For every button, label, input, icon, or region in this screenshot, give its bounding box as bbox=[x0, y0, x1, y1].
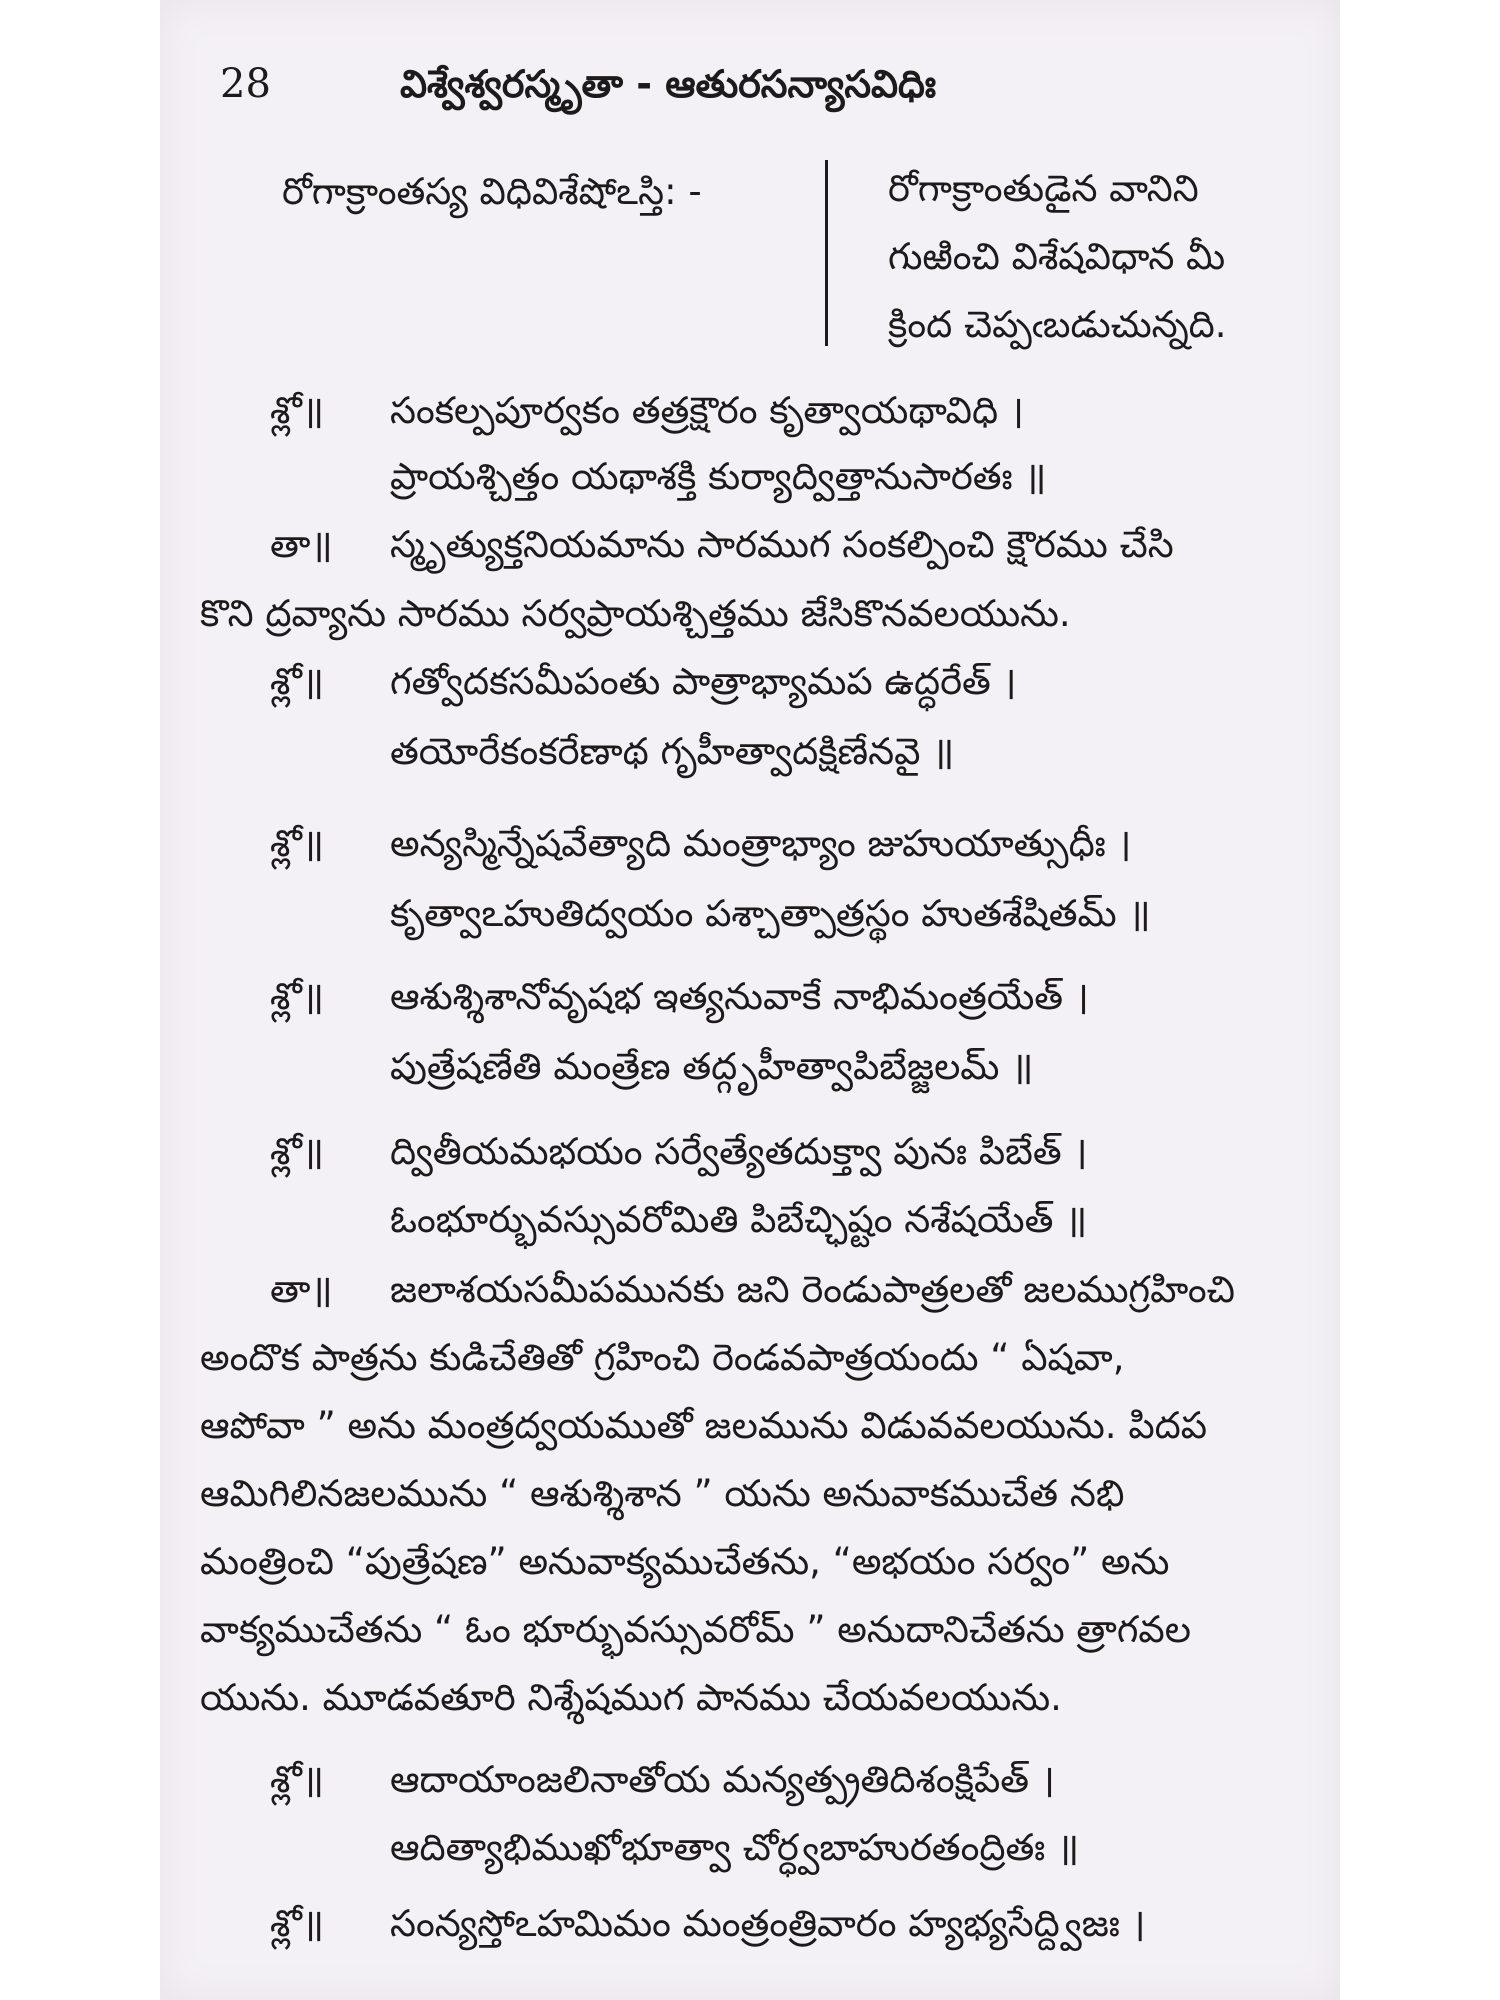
tatparya-marker: తా॥ bbox=[270, 523, 333, 566]
page-number: 28 bbox=[220, 61, 271, 107]
verse-line: గత్వోదకసమీపంతు పాత్రాభ్యామప ఉద్ధరేత్ । bbox=[390, 660, 1017, 703]
verse-line: అన్యస్మిన్నేషవేత్యాది మంత్రాభ్యాం జుహుయాత్సుధీః । bbox=[390, 822, 1132, 865]
sloka-marker: శ్లో॥ bbox=[270, 1758, 325, 1801]
verse-line: ఆదిత్యాభిముఖోభూత్వా చోర్ధ్వబాహురతంద్రితః ॥ bbox=[390, 1826, 1080, 1869]
prose-line: వాక్యముచేతను “ ఓం భూర్భువస్సువరోమ్ ” అనుదానిచేతను త్రాగవల bbox=[200, 1608, 1191, 1651]
sloka-marker: శ్లో॥ bbox=[270, 389, 325, 432]
sloka-marker: శ్లో॥ bbox=[270, 975, 325, 1018]
verse-line: ఓంభూర్భువస్సువరోమితి పిబేచ్ఛిష్టం నశేషయేత్ ॥ bbox=[390, 1198, 1088, 1241]
column-divider bbox=[825, 160, 828, 346]
verse-line: పుత్రేషణేతి మంత్రేణ తద్గృహీత్వాపిబేజ్జలమ్ ॥ bbox=[390, 1045, 1034, 1088]
sloka-marker: శ్లో॥ bbox=[270, 660, 325, 703]
prose-line: స్మృత్యుక్తనియమాను సారముగ సంకల్పించి క్షౌరము చేసి bbox=[390, 523, 1174, 566]
prose-line: ఆమిగిలినజలమును “ ఆశుశ్శిశాన ” యను అనువాకముచేత నభి bbox=[200, 1472, 1125, 1515]
intro-right-line: గుఱించి విశేషవిధాన మీ bbox=[888, 235, 1226, 278]
verse-line: సంకల్పపూర్వకం తత్రక్షౌరం కృత్వాయథావిధి । bbox=[390, 389, 1024, 432]
prose-line: మంత్రించి “పుత్రేషణ” అనువాక్యముచేతను, “అభయం సర్వం” అను bbox=[200, 1540, 1170, 1583]
book-page bbox=[160, 0, 1340, 2000]
prose-line: ఆపోవా ” అను మంత్రద్వయముతో జలమును విడువవలయును. పిదప bbox=[200, 1404, 1208, 1447]
prose-line: కొని ద్రవ్యాను సారము సర్వప్రాయశ్చిత్తము జేసికొనవలయును. bbox=[200, 592, 1071, 635]
intro-right-line: క్రింద చెప్పఁబడుచున్నది. bbox=[888, 303, 1227, 346]
prose-line: యును. మూడవతూరి నిశ్శేషముగ పానము చేయవలయును. bbox=[200, 1676, 1062, 1719]
tatparya-marker: తా॥ bbox=[270, 1268, 333, 1311]
prose-line: అందొక పాత్రను కుడిచేతితో గ్రహించి రెండవపాత్రయందు “ ఏషవా, bbox=[200, 1336, 1125, 1379]
sloka-marker: శ్లో॥ bbox=[270, 1902, 325, 1945]
verse-line: ఆశుశ్శిశానోవృషభ ఇత్యనువాకే నాభిమంత్రయేత్ । bbox=[390, 975, 1089, 1018]
verse-line: సంన్యస్తోఽహమిమం మంత్రంత్రివారం హ్యభ్యసేద్ద్విజః । bbox=[390, 1902, 1146, 1945]
sloka-marker: శ్లో॥ bbox=[270, 822, 325, 865]
sloka-marker: శ్లో॥ bbox=[270, 1130, 325, 1173]
verse-line: ఆదాయాంజలినాతోయ మన్యత్ప్రతిదిశంక్షిపేత్ । bbox=[390, 1758, 1055, 1801]
verse-line: ప్రాయశ్చిత్తం యథాశక్తి కుర్యాద్విత్తానుసారతః ॥ bbox=[390, 455, 1047, 498]
verse-line: కృత్వాఽహుతిద్వయం పశ్చాత్పాత్రస్థం హుతశేషితమ్ ॥ bbox=[390, 892, 1151, 935]
page-header-title: విశ్వేశ్వరస్మృతా - ఆతురసన్యాసవిధిః bbox=[400, 62, 937, 106]
verse-line: ద్వితీయమభయం సర్వేత్యేతదుక్త్వా పునః పిబేత్ । bbox=[390, 1130, 1088, 1173]
verse-line: తయోరేకంకరేణాథ గృహీత్వాదక్షిణేనవై ॥ bbox=[390, 730, 955, 773]
intro-heading: రోగాక్రాంతస్య విధివిశేషోఽస్తి: - bbox=[282, 170, 702, 213]
prose-line: జలాశయసమీపమునకు జని రెండుపాత్రలతో జలముగ్రహించి bbox=[390, 1268, 1235, 1311]
intro-right-line: రోగాక్రాంతుడైన వానిని bbox=[888, 167, 1199, 210]
